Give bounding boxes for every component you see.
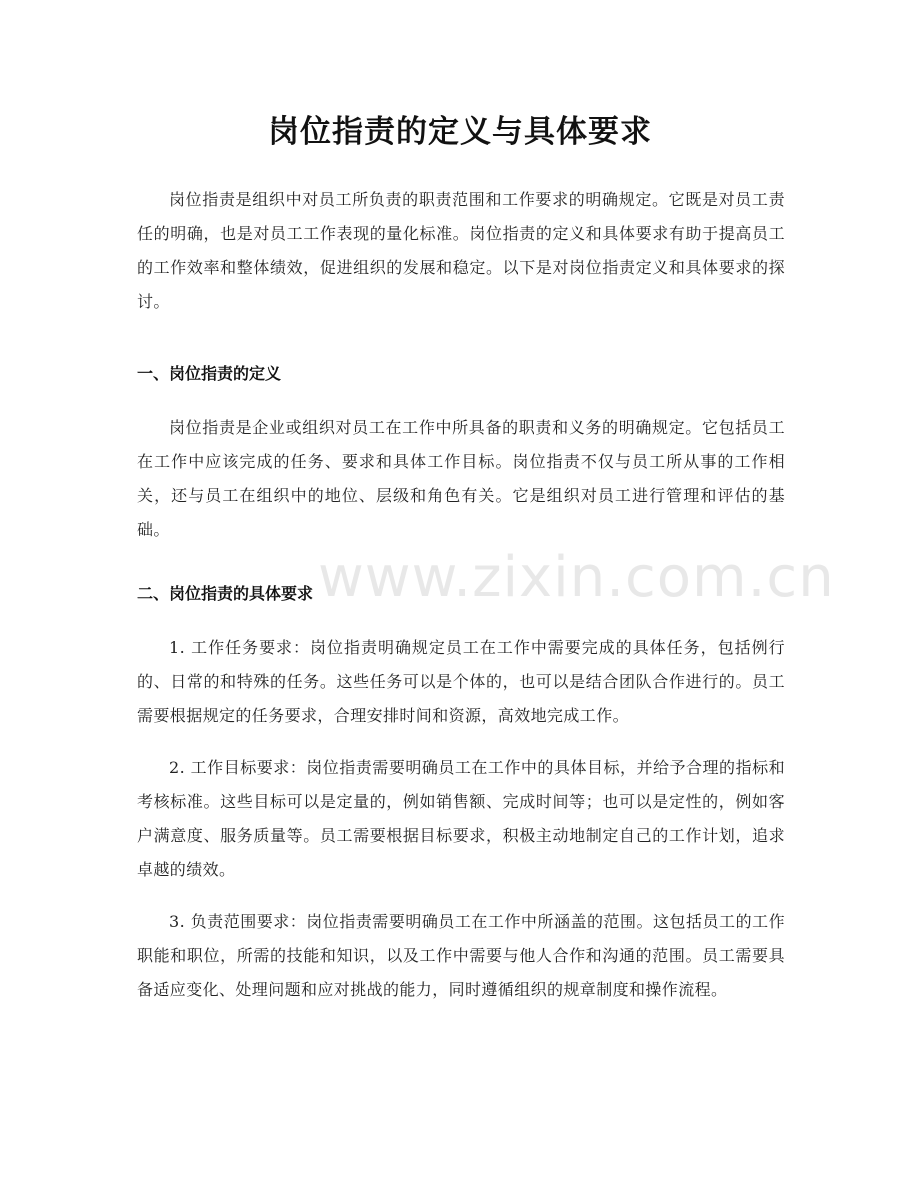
intro-paragraph: 岗位指责是组织中对员工所负责的职责范围和工作要求的明确规定。它既是对员工责任的明确，也是对员工工作表现的量化标准。岗位指责的定义和具体要求有助于提高员工的工作效率和整体绩效，促进组织的发展和稳定。以下是对岗位指责定义和具体要求的探讨。 (137, 190, 785, 311)
section-heading-definition: 一、岗位指责的定义 (137, 364, 282, 383)
requirement-item-scope: 3. 负责范围要求：岗位指责需要明确员工在工作中所涵盖的范围。这包括员工的工作职能和职位，所需的技能和知识，以及工作中需要与他人合作和沟通的范围。员工需要具备适应变化、处理问题和应对挑战的能力，同时遵循组织的规章制度和操作流程。 (137, 912, 785, 999)
section-heading-requirements: 二、岗位指责的具体要求 (137, 584, 314, 603)
document-body (137, 183, 785, 1007)
requirement-item-task: 1. 工作任务要求：岗位指责明确规定员工在工作中需要完成的具体任务，包括例行的、日常的和特殊的任务。这些任务可以是个体的，也可以是结合团队合作进行的。员工需要根据规定的任务要求，合理安排时间和资源，高效地完成工作。 (137, 638, 785, 725)
definition-paragraph: 岗位指责是企业或组织对员工在工作中所具备的职责和义务的明确规定。它包括员工在工作中应该完成的任务、要求和具体工作目标。岗位指责不仅与员工所从事的工作相关，还与员工在组织中的地位、层级和角色有关。它是组织对员工进行管理和评估的基础。 (137, 418, 785, 539)
watermark-text: www.zixin.com.cn (318, 545, 835, 610)
document-title: 岗位指责的定义与具体要求 (268, 114, 652, 150)
requirement-item-goal: 2. 工作目标要求：岗位指责需要明确员工在工作中的具体目标，并给予合理的指标和考核标准。这些目标可以是定量的，例如销售额、完成时间等；也可以是定性的，例如客户满意度、服务质量等。员工需要根据目标要求，积极主动地制定自己的工作计划，追求卓越的绩效。 (137, 758, 785, 879)
